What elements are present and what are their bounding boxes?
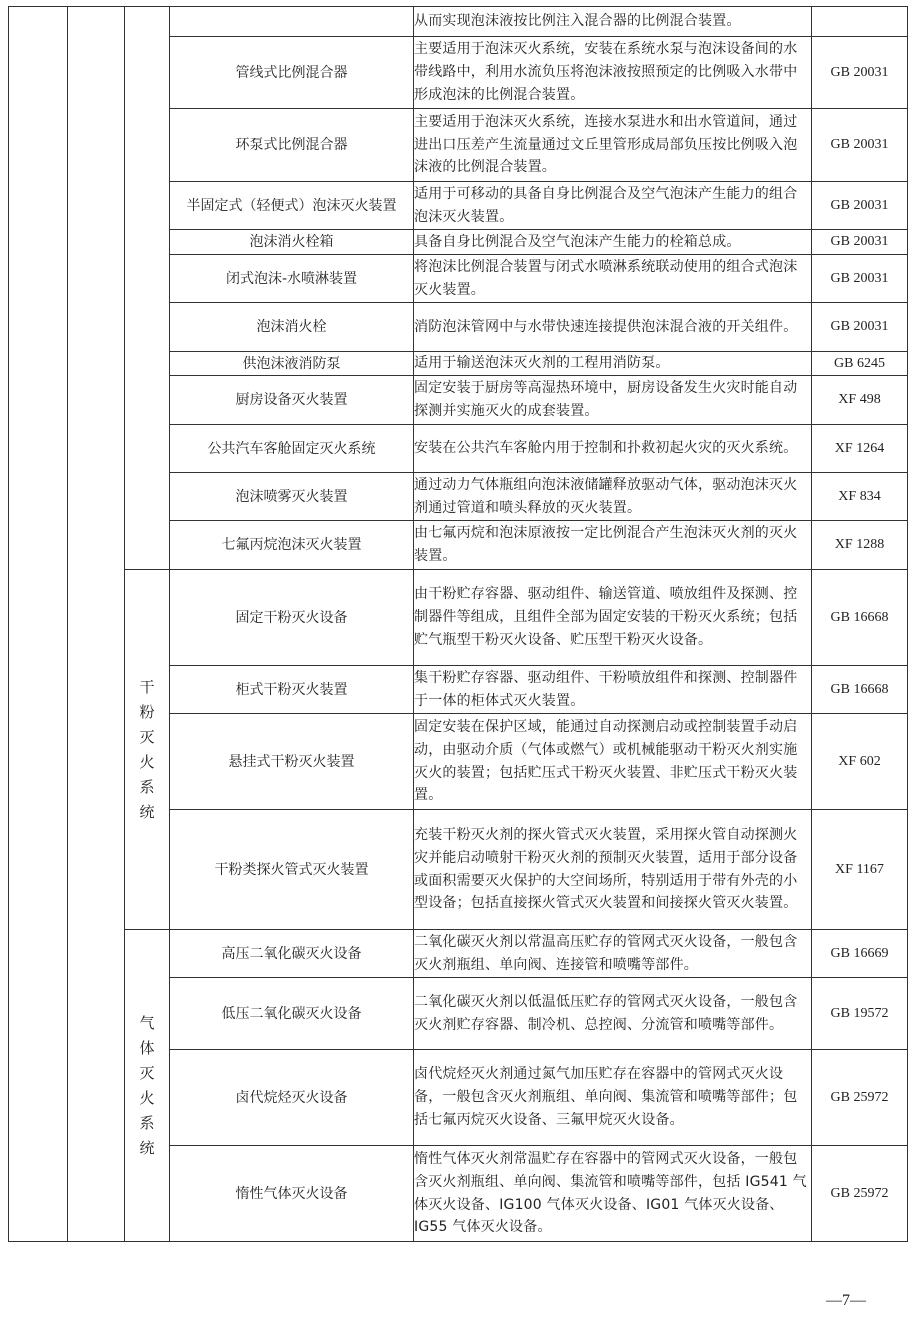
- item-name: 公共汽车客舱固定灭火系统: [170, 425, 414, 473]
- item-standard: GB 20031: [812, 37, 908, 109]
- item-name: 悬挂式干粉灭火装置: [170, 714, 414, 810]
- item-description: 从而实现泡沫液按比例注入混合器的比例混合装置。: [414, 7, 812, 37]
- item-description: 二氧化碳灭火剂以常温高压贮存的管网式灭火设备，一般包含灭火剂瓶组、单向阀、连接管和喷嘴等部件。: [414, 930, 812, 978]
- item-description: 适用于可移动的具备自身比例混合及空气泡沫产生能力的组合泡沫灭火装置。: [414, 182, 812, 230]
- item-standard: XF 498: [812, 376, 908, 425]
- category-dry-powder: [125, 570, 170, 930]
- item-standard: GB 16668: [812, 570, 908, 666]
- item-description: 将泡沫比例混合装置与闭式水喷淋系统联动使用的组合式泡沫灭火装置。: [414, 255, 812, 303]
- outer-column-1: [9, 7, 68, 1242]
- item-description: 适用于输送泡沫灭火剂的工程用消防泵。: [414, 352, 812, 376]
- item-name: 干粉类探火管式灭火装置: [170, 810, 414, 930]
- category-gas: [125, 930, 170, 1242]
- item-description: 二氧化碳灭火剂以低温低压贮存的管网式灭火设备，一般包含灭火剂贮存容器、制冷机、总控阀、分流管和喷嘴等部件。: [414, 978, 812, 1050]
- item-description: 具备自身比例混合及空气泡沫产生能力的栓箱总成。: [414, 230, 812, 255]
- item-description: 固定安装于厨房等高湿热环境中，厨房设备发生火灾时能自动探测并实施灭火的成套装置。: [414, 376, 812, 425]
- item-standard: [812, 7, 908, 37]
- item-name: 惰性气体灭火设备: [170, 1146, 414, 1242]
- item-standard: XF 1288: [812, 521, 908, 570]
- item-name: 供泡沫液消防泵: [170, 352, 414, 376]
- item-name: 泡沫消火栓: [170, 303, 414, 352]
- item-standard: GB 16669: [812, 930, 908, 978]
- item-standard: GB 20031: [812, 303, 908, 352]
- item-standard: GB 20031: [812, 230, 908, 255]
- item-name: 高压二氧化碳灭火设备: [170, 930, 414, 978]
- item-name: 环泵式比例混合器: [170, 109, 414, 182]
- item-name: 七氟丙烷泡沫灭火装置: [170, 521, 414, 570]
- item-description: 由干粉贮存容器、驱动组件、输送管道、喷放组件及探测、控制器件等组成，且组件全部为固定安装的干粉灭火系统；包括贮气瓶型干粉灭火设备、贮压型干粉灭火设备。: [414, 570, 812, 666]
- item-standard: XF 1264: [812, 425, 908, 473]
- item-standard: XF 834: [812, 473, 908, 521]
- item-standard: XF 602: [812, 714, 908, 810]
- equipment-table: [8, 6, 908, 1242]
- item-description: 由七氟丙烷和泡沫原液按一定比例混合产生泡沫灭火剂的灭火装置。: [414, 521, 812, 570]
- outer-column-2: [68, 7, 125, 1242]
- category-label: 干粉灭火系统: [139, 677, 155, 821]
- item-description: 固定安装在保护区域，能通过自动探测启动或控制装置手动启动，由驱动介质（气体或燃气）或机械能驱动干粉灭火剂实施灭火的装置；包括贮压式干粉灭火装置、非贮压式干粉灭火装置。: [414, 714, 812, 810]
- item-standard: GB 25972: [812, 1146, 908, 1242]
- item-description: 通过动力气体瓶组向泡沫液储罐释放驱动气体，驱动泡沫灭火剂通过管道和喷头释放的灭火装置。: [414, 473, 812, 521]
- item-standard: GB 20031: [812, 255, 908, 303]
- item-name: 卤代烷烃灭火设备: [170, 1050, 414, 1146]
- table-row: [9, 930, 908, 978]
- item-standard: XF 1167: [812, 810, 908, 930]
- item-standard: GB 25972: [812, 1050, 908, 1146]
- item-name: 低压二氧化碳灭火设备: [170, 978, 414, 1050]
- category-foam-continued: [125, 7, 170, 570]
- item-name: 泡沫消火栓箱: [170, 230, 414, 255]
- item-name: 固定干粉灭火设备: [170, 570, 414, 666]
- item-description: 主要适用于泡沫灭火系统，连接水泵进水和出水管道间，通过进出口压差产生流量通过文丘里管形成局部负压按比例吸入泡沫液的比例混合装置。: [414, 109, 812, 182]
- item-description: 安装在公共汽车客舱内用于控制和扑救初起火灾的灭火系统。: [414, 425, 812, 473]
- item-name: 半固定式（轻便式）泡沫灭火装置: [170, 182, 414, 230]
- table-row: [9, 7, 908, 37]
- item-description: 集干粉贮存容器、驱动组件、干粉喷放组件和探测、控制器件于一体的柜体式灭火装置。: [414, 666, 812, 714]
- item-name: 厨房设备灭火装置: [170, 376, 414, 425]
- item-standard: GB 20031: [812, 182, 908, 230]
- item-name: 闭式泡沫-水喷淋装置: [170, 255, 414, 303]
- item-standard: GB 19572: [812, 978, 908, 1050]
- item-name: 柜式干粉灭火装置: [170, 666, 414, 714]
- item-description: 卤代烷烃灭火剂通过氮气加压贮存在容器中的管网式灭火设备，一般包含灭火剂瓶组、单向阀、集流管和喷嘴等部件；包括七氟丙烷灭火设备、三氟甲烷灭火设备。: [414, 1050, 812, 1146]
- item-standard: GB 20031: [812, 109, 908, 182]
- item-standard: GB 6245: [812, 352, 908, 376]
- item-description: 消防泡沫管网中与水带快速连接提供泡沫混合液的开关组件。: [414, 303, 812, 352]
- item-description: 主要适用于泡沫灭火系统，安装在系统水泵与泡沫设备间的水带线路中，利用水流负压将泡沫液按照预定的比例吸入水带中形成泡沫的比例混合装置。: [414, 37, 812, 109]
- item-description: 充装干粉灭火剂的探火管式灭火装置，采用探火管自动探测火灾并能启动喷射干粉灭火剂的预制灭火装置，适用于部分设备或面积需要灭火保护的大空间场所，特别适用于带有外壳的小型设备；包括直接探火管式灭火装置和间接探火管灭火装置。: [414, 810, 812, 930]
- item-name: 管线式比例混合器: [170, 37, 414, 109]
- category-label: 气体灭火系统: [139, 1013, 155, 1157]
- item-name: 泡沫喷雾灭火装置: [170, 473, 414, 521]
- item-name: [170, 7, 414, 37]
- table-row: [9, 570, 908, 666]
- item-description: 惰性气体灭火剂常温贮存在容器中的管网式灭火设备，一般包含灭火剂瓶组、单向阀、集流管和喷嘴等部件，包括 IG541 气体灭火设备、IG100 气体灭火设备、IG01 气体灭火设备、IG55 气体灭火设备。: [414, 1146, 812, 1242]
- item-standard: GB 16668: [812, 666, 908, 714]
- page-number: —7—: [826, 1292, 866, 1309]
